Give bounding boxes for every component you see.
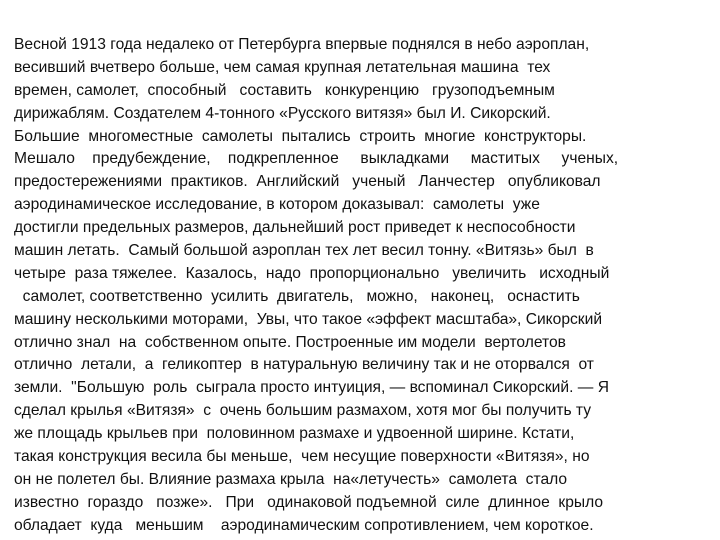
text-line-6: Мешало предубеждение, подкрепленное выкладками маститых ученых, [14,150,619,168]
text-line-16: земли. "Большую роль сыграла просто интуиция, — вспоминал Сикорский. — Я [14,379,609,397]
text-line-22: обладает куда меньшим аэродинамическим сопротивлением, чем короткое. [14,516,594,534]
text-line-18: же площадь крыльев при половинном размахе и удвоенной ширине. Кстати, [14,425,575,443]
text-line-17: сделал крылья «Витязя» с очень большим размахом, хотя мог бы получить ту [14,402,592,420]
text-line-2: весивший вчетверо больше, чем самая крупная летательная машина тех [14,58,551,76]
text-line-12: самолет, соответственно усилить двигатель, можно, наконец, оснастить [14,287,580,305]
text-line-9: достигли предельных размеров, дальнейший рост приведет к неспособности [14,219,576,237]
text-line-8: аэродинамическое исследование, в котором доказывал: самолеты уже [14,196,540,214]
text-line-11: четыре раза тяжелее. Казалось, надо пропорционально увеличить исходный [14,264,610,282]
text-line-14: отлично знал на собственном опыте. Построенные им модели вертолетов [14,333,566,351]
text-line-19: такая конструкция весила бы меньше, чем несущие поверхности «Витязя», но [14,448,590,466]
text-line-7: предостережениями практиков. Английский ученый Ланчестер опубликовал [14,173,601,191]
text-line-3: времен, самолет, способный составить конкуренцию грузоподъемным [14,81,555,99]
text-line-5: Большие многоместные самолеты пытались строить многие конструкторы. [14,127,587,145]
text-line-4: дирижаблям. Создателем 4-тонного «Русского витязя» был И. Сикорский. [14,104,551,122]
text-line-20: он не полетел бы. Влияние размаха крыла на«летучесть» самолета стало [14,470,568,488]
text-line-10: машин летать. Самый большой аэроплан тех лет весил тонну. «Витязь» был в [14,242,594,260]
body-text [14,34,714,538]
text-line-13: машину несколькими моторами, Увы, что такое «эффект масштаба», Сикорский [14,310,603,328]
text-line-1: Весной 1913 года недалеко от Петербурга впервые поднялся в небо аэроплан, [14,36,590,53]
text-line-15: отлично летали, а геликоптер в натуральную величину так и не оторвался от [14,356,594,374]
text-line-21: известно гораздо позже». При одинаковой подъемной силе длинное крыло [14,493,604,511]
